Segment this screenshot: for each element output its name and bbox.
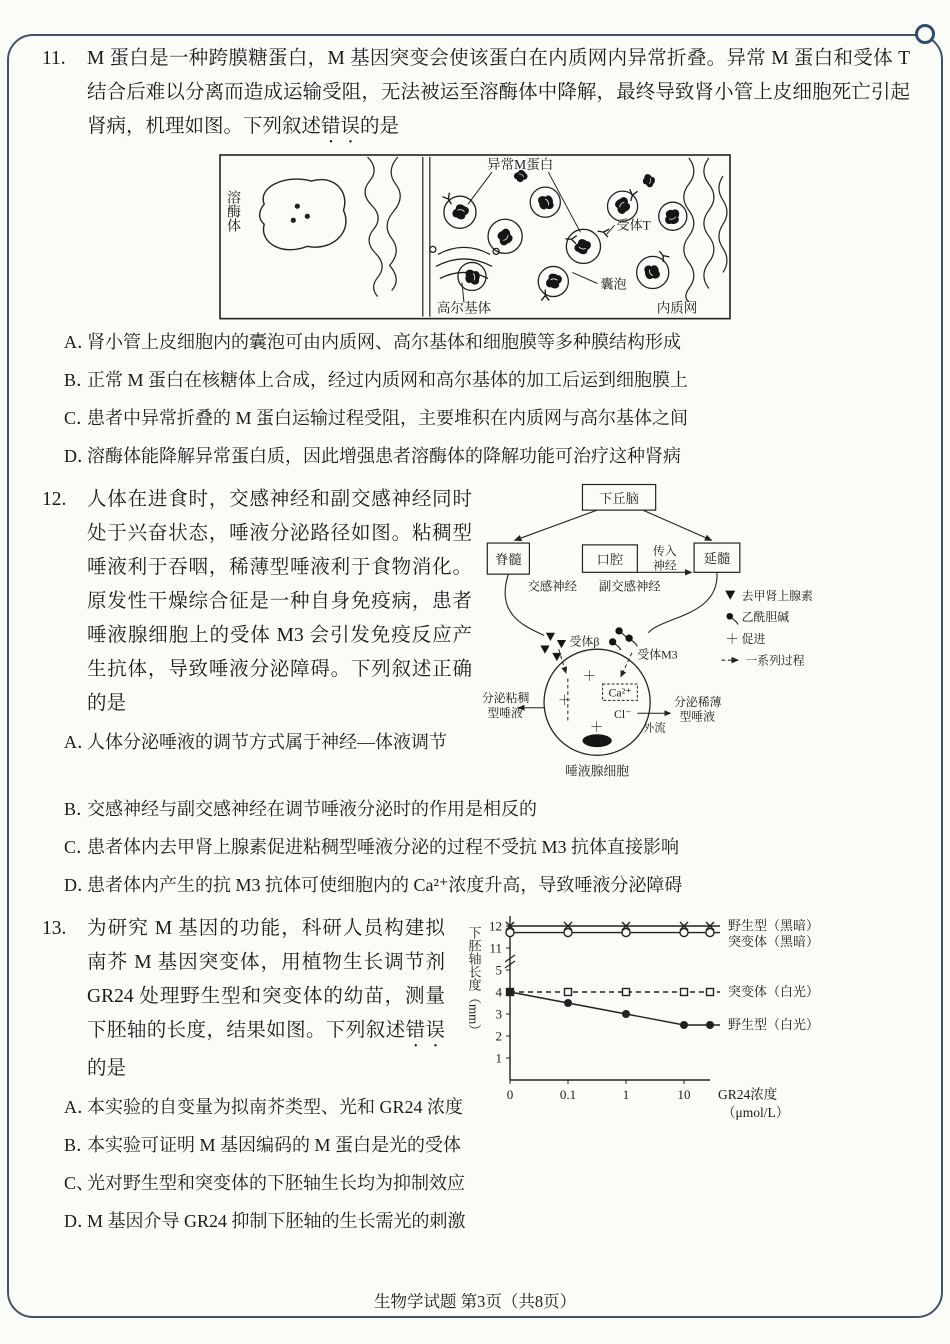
option-key: B． bbox=[64, 369, 95, 390]
legend-acetylcholine-label: 乙酰胆碱 bbox=[741, 609, 790, 624]
golgi-shape bbox=[430, 246, 499, 278]
q11-option-d bbox=[40, 440, 910, 473]
y-axis-label: 下胚轴长度（mm） bbox=[466, 925, 482, 1037]
option-key: C、 bbox=[64, 1172, 95, 1193]
q12-option-b bbox=[40, 793, 910, 826]
option-key: B． bbox=[64, 1134, 95, 1155]
q12-label-hypothalamus: 下丘脑 bbox=[599, 490, 639, 506]
q11-stem bbox=[40, 42, 910, 148]
lysosome-shape bbox=[260, 179, 346, 250]
q12-options bbox=[40, 726, 910, 902]
q11-label-golgi: 高尔基体 bbox=[436, 300, 492, 316]
marker-circle-open bbox=[680, 928, 688, 936]
y-tick-label: 11 bbox=[489, 940, 502, 956]
option-text: 本实验可证明 M 基因编码的 M 蛋白是光的受体 bbox=[87, 1134, 462, 1155]
option-key: B． bbox=[64, 798, 95, 819]
option-text: 人体分泌唾液的调节方式属于神经—体液调节 bbox=[87, 731, 447, 752]
q12-label-outflow: 外流 bbox=[642, 722, 666, 735]
q13-options bbox=[40, 1091, 910, 1238]
option-text: 交感神经与副交感神经在调节唾液分泌时的作用是相反的 bbox=[87, 798, 537, 819]
q13-number: 13. bbox=[42, 917, 67, 939]
y-tick-label: 5 bbox=[495, 962, 502, 978]
marker-circle-filled bbox=[706, 1021, 714, 1029]
option-text: 患者中异常折叠的 M 蛋白运输过程受阻，主要堆积在内质网与高尔基体之间 bbox=[87, 407, 689, 428]
q12-label-medulla: 延髓 bbox=[703, 550, 731, 566]
x-tick-label: 1 bbox=[622, 1086, 630, 1102]
q12-label-thin-1: 分泌稀薄 bbox=[673, 694, 722, 709]
q12-label-receptor-m3: 受体M3 bbox=[637, 646, 678, 661]
q11-label-receptor-t: 受体T bbox=[616, 217, 651, 233]
q12-option-a bbox=[40, 726, 910, 759]
x-tick-label: 0.1 bbox=[559, 1086, 577, 1102]
option-text: 肾小管上皮细胞内的囊泡可由内质网、高尔基体和细胞膜等多种膜结构形成 bbox=[87, 331, 681, 352]
legend-promote-icon: ＋ bbox=[725, 631, 739, 647]
plus-sign: ＋ bbox=[557, 692, 572, 708]
q12-label-mouth: 口腔 bbox=[596, 551, 624, 567]
option-key: D． bbox=[64, 874, 95, 895]
q12-label-sympathetic: 交感神经 bbox=[527, 579, 577, 594]
q13-option-d bbox=[40, 1205, 910, 1238]
q12-option-d bbox=[40, 869, 910, 902]
q11-cell-figure bbox=[219, 154, 731, 320]
q13-stem-text: 为研究 M 基因的功能，科研人员构建拟南芥 M 基因突变体，用植物生长调节剂 GR24 处理野生型和突变体的幼苗，测量下胚轴的长度，结果如图。下列叙述 bbox=[87, 917, 445, 1041]
option-key: A． bbox=[64, 1096, 95, 1117]
er-squiggles bbox=[684, 158, 727, 302]
option-text: 患者体内去甲肾上腺素促进粘稠型唾液分泌的过程不受抗 M3 抗体直接影响 bbox=[87, 836, 680, 857]
x-axis-unit: （μmol/L） bbox=[722, 1104, 790, 1120]
option-text: M 基因介导 GR24 抑制下胚轴的生长需光的刺激 bbox=[87, 1210, 466, 1231]
q13-option-b bbox=[40, 1129, 910, 1162]
legend-norepinephrine-label: 去甲肾上腺素 bbox=[741, 588, 813, 603]
y-tick-label: 4 bbox=[495, 984, 502, 1000]
corner-mark bbox=[915, 24, 935, 44]
q12-label-thick-1: 分泌粘稠 bbox=[481, 690, 530, 705]
series-label: 突变体（黑暗） bbox=[728, 933, 820, 949]
q11-label-vesicle: 囊泡 bbox=[600, 276, 627, 292]
marker-circle-filled bbox=[622, 1010, 630, 1018]
q12-number: 12. bbox=[42, 488, 67, 510]
option-text: 患者体内产生的抗 M3 抗体可使细胞内的 Ca²⁺浓度升高，导致唾液分泌障碍 bbox=[87, 874, 683, 895]
q12-label-parasympathetic: 副交感神经 bbox=[598, 579, 661, 594]
y-tick-label: 2 bbox=[495, 1028, 502, 1044]
q12-label-thick-2: 型唾液 bbox=[487, 705, 523, 720]
marker-square-open bbox=[681, 988, 688, 995]
y-tick-label: 12 bbox=[489, 918, 502, 934]
series-label: 野生型（白光） bbox=[728, 1016, 820, 1032]
y-tick-label: 3 bbox=[495, 1006, 502, 1022]
membrane-squiggles bbox=[365, 157, 430, 317]
marker-circle-open bbox=[622, 928, 630, 936]
q12-label-afferent-1: 传入 bbox=[652, 543, 677, 558]
q12-label-cl: Cl⁻ bbox=[613, 706, 632, 721]
q11-options bbox=[40, 326, 910, 473]
q11-option-c bbox=[40, 402, 910, 435]
marker-circle-filled bbox=[680, 1021, 688, 1029]
x-tick-label: 10 bbox=[677, 1086, 691, 1102]
option-key: C． bbox=[64, 407, 95, 428]
q11-stem-text: M 蛋白是一种跨膜糖蛋白，M 基因突变会使该蛋白在内质网内异常折叠。异常 M 蛋白和受体 T 结合后难以分离而造成运输受阻，无法被运至溶酶体中降解，最终导致肾小管上皮细胞死亡引起肾病，机理如图。下列叙述 bbox=[87, 48, 910, 137]
q11-option-a bbox=[40, 326, 910, 359]
question-11 bbox=[40, 42, 910, 473]
q12-label-thin-2: 型唾液 bbox=[679, 709, 716, 724]
q13-stem-tail: 的是 bbox=[87, 1057, 127, 1079]
q11-stem-tail: 的是 bbox=[360, 116, 400, 137]
option-text: 本实验的自变量为拟南芥类型、光和 GR24 浓度 bbox=[87, 1096, 464, 1117]
marker-circle-open bbox=[564, 928, 572, 936]
q12-option-c bbox=[40, 831, 910, 864]
question-13 bbox=[40, 912, 910, 1242]
q12-label-receptor-beta: 受体β bbox=[569, 634, 600, 649]
q11-option-b bbox=[40, 364, 910, 397]
q13-stem-emphasis: 错误 bbox=[405, 1019, 445, 1041]
series-line bbox=[510, 992, 720, 1025]
plus-sign: ＋ bbox=[582, 667, 597, 683]
q11-stem-emphasis: 错误 bbox=[321, 116, 361, 137]
option-text: 正常 M 蛋白在核糖体上合成，经过内质网和高尔基体的加工后运到细胞膜上 bbox=[87, 369, 689, 390]
x-axis-label: GR24浓度 bbox=[718, 1086, 778, 1102]
option-key: D． bbox=[64, 1210, 95, 1231]
x-tick-label: 0 bbox=[506, 1086, 514, 1102]
q13-stem bbox=[40, 912, 445, 1086]
option-key: C． bbox=[64, 836, 95, 857]
marker-circle-filled bbox=[506, 988, 514, 996]
option-text: 溶酶体能降解异常蛋白质，因此增强患者溶酶体的降解功能可治疗这种肾病 bbox=[87, 445, 681, 466]
q12-label-afferent-2: 神经 bbox=[652, 558, 677, 573]
marker-square-open bbox=[623, 988, 630, 995]
q12-label-ca: Ca²⁺ bbox=[608, 685, 632, 700]
q12-stem-text: 人体在进食时，交感神经和副交感神经同时处于兴奋状态，唾液分泌路径如图。粘稠型唾液利于吞咽，稀薄型唾液利于食物消化。原发性干燥综合征是一种自身免疫病，患者唾液腺细胞上的受体 M3 会引发免疫反应产生抗体，导致唾液分泌障碍。下列叙述正确的是 bbox=[87, 488, 472, 714]
q11-label-abnormal-m: 异常M蛋白 bbox=[487, 157, 554, 173]
marker-circle-open bbox=[706, 928, 714, 936]
option-key: D． bbox=[64, 445, 95, 466]
page-content bbox=[40, 42, 910, 1252]
marker-circle-open bbox=[506, 928, 514, 936]
option-key: A． bbox=[64, 331, 95, 352]
q11-label-er: 内质网 bbox=[656, 300, 698, 316]
series-label: 突变体（白光） bbox=[728, 983, 820, 999]
marker-square-open bbox=[707, 988, 714, 995]
q12-stem bbox=[40, 483, 910, 724]
q13-option-a bbox=[40, 1091, 910, 1124]
q11-number: 11. bbox=[42, 48, 66, 69]
marker-circle-filled bbox=[564, 999, 572, 1007]
y-tick-label: 1 bbox=[495, 1050, 502, 1066]
marker-square-open bbox=[565, 988, 572, 995]
option-text: 光对野生型和突变体的下胚轴生长均为抑制效应 bbox=[87, 1172, 465, 1193]
legend-promote-label: 促进 bbox=[741, 631, 766, 646]
plus-sign: ＋ bbox=[589, 719, 604, 735]
page-footer: 生物学试题 第3页（共8页） bbox=[373, 1292, 577, 1311]
option-key: A． bbox=[64, 731, 95, 752]
q11-figure-svg bbox=[219, 154, 731, 320]
q13-option-c bbox=[40, 1167, 910, 1200]
q12-label-cell: 唾液腺细胞 bbox=[565, 764, 630, 779]
question-12 bbox=[40, 483, 910, 902]
series-label: 野生型（黑暗） bbox=[728, 917, 820, 933]
q11-label-lysosome: 溶酶体 bbox=[225, 190, 242, 233]
legend-process-label: 一系列过程 bbox=[745, 653, 805, 668]
q12-label-spinal-cord: 脊髓 bbox=[495, 551, 522, 567]
